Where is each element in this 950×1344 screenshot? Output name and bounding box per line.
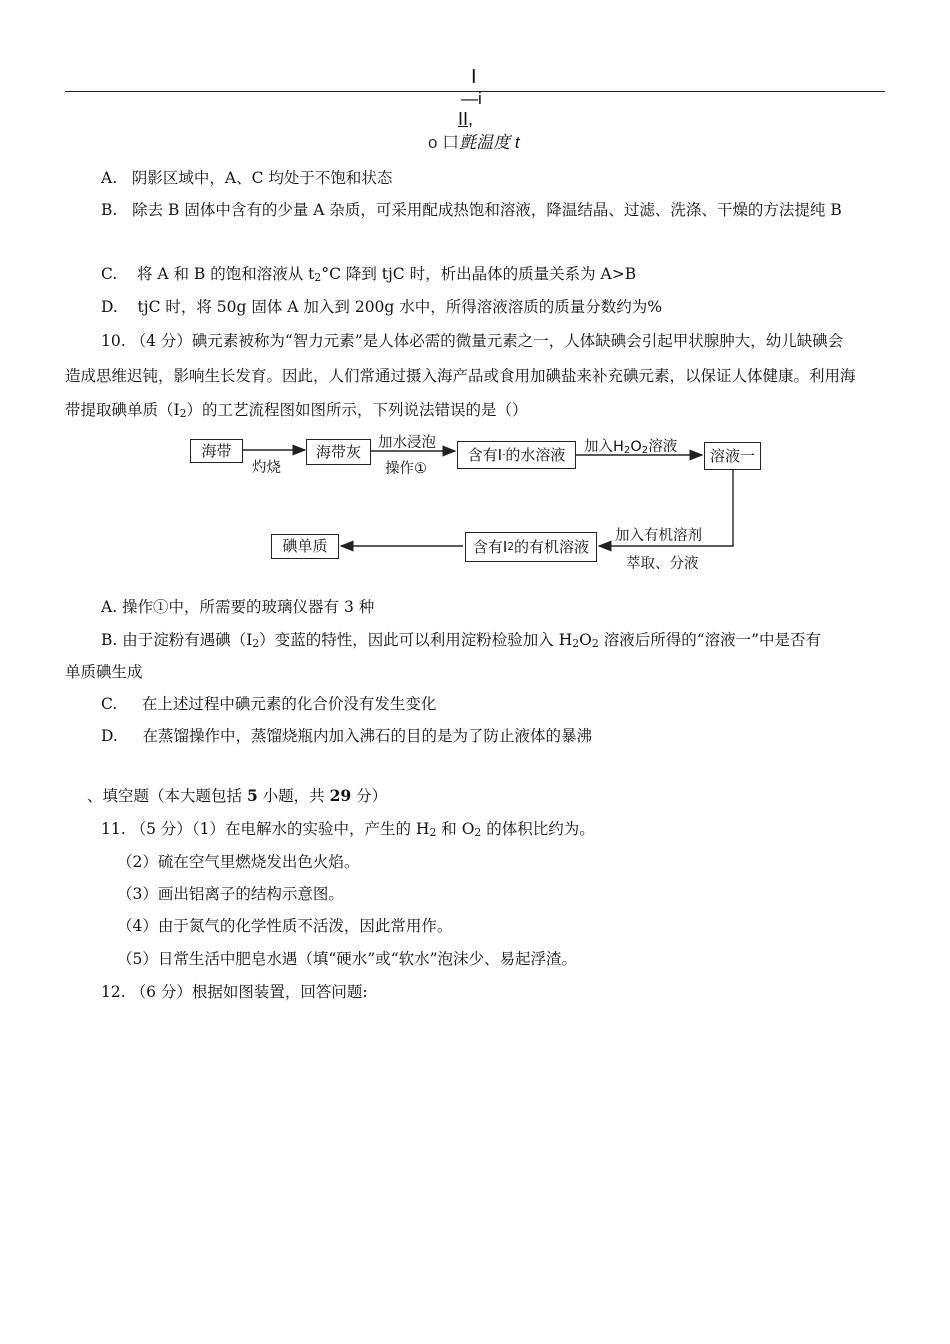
flow-label-cuiqu: 萃取、分液 <box>626 556 699 572</box>
flow-label-h2o2-b: O <box>630 439 642 455</box>
flow-box-shuirongye-b: 的水溶液 <box>505 445 566 464</box>
q11-part-4: （4）由于氮气的化学性质不活泼，因此常用作。 <box>117 917 453 935</box>
section-2-a: 、填空题（本大题包括 <box>87 787 247 805</box>
q9-option-a-text: 阴影区域中，A、C 均处于不饱和状态 <box>131 169 393 187</box>
flow-box-haidai: 海带 <box>190 439 243 463</box>
q10-option-b-s2: 2 <box>572 637 580 650</box>
figure-caption-prefix: o 口 <box>428 133 460 152</box>
q10-option-c-text: 在上述过程中碘元素的化合价没有发生变化 <box>141 695 437 713</box>
flow-label-h2o2 <box>584 435 677 456</box>
flow-box-shuirongye <box>457 441 576 469</box>
q10-stem-line-1: 10. （4 分）碘元素被称为“智力元素”是人体必需的微量元素之一，人体缺碘会引起甲状腺肿大，幼儿缺碘会 <box>101 332 844 350</box>
q10-option-b-s3: 2 <box>591 637 599 650</box>
flow-label-jiashui: 加水浸泡 <box>378 435 436 451</box>
figure-caption-text: 氈温度 <box>459 133 511 152</box>
q10-option-d-label: D. <box>101 727 118 745</box>
q10-stem-line-3-a: 带提取碘单质（I <box>65 401 180 419</box>
q9-option-d-label: D. <box>101 298 118 316</box>
flow-label-h2o2-s2: 2 <box>641 445 649 456</box>
q10-stem-line-3-b: ）的工艺流程图如图所示，下列说法错误的是（） <box>186 401 528 419</box>
q10-option-a: A. 操作①中，所需要的玻璃仪器有 3 种 <box>101 598 375 616</box>
q12-line-1: 12. （6 分）根据如图装置，回答问题: <box>101 983 368 1001</box>
q10-option-c <box>101 694 436 714</box>
q10-option-c-label: C. <box>101 695 118 713</box>
flow-box-youji: 含有I 2 的有机溶液 <box>465 532 597 562</box>
q10-option-b-line-1 <box>101 630 821 650</box>
figure-mark-tick: —i <box>461 89 482 108</box>
q10-option-b-line-2: 单质碘生成 <box>65 663 143 681</box>
section-2-b: 5 <box>246 786 258 805</box>
flow-box-youji-b: 的有机溶液 <box>514 537 590 556</box>
q10-option-d-text: 在蒸馏操作中，蒸馏烧瓶内加入沸石的目的是为了防止液体的暴沸 <box>142 727 592 745</box>
figure-mark-ii: II, <box>458 109 474 129</box>
flow-label-h2o2-a: 加入H <box>584 439 624 455</box>
figure-mark-i: I <box>471 66 477 88</box>
flow-diagram-arrows <box>0 0 950 600</box>
q9-option-c-label: C. <box>101 265 118 283</box>
q11-part-3: （3）画出铝离子的结构示意图。 <box>117 885 344 903</box>
q11-line-1-c: 的体积比约为。 <box>481 820 595 838</box>
q9-option-a-label: A. <box>101 169 118 187</box>
q10-option-b-sub: 2 <box>252 637 260 650</box>
section-2-c: 小题，共 <box>257 787 330 805</box>
q11-line-1-s2: 2 <box>474 826 482 839</box>
section-2-e: 分） <box>351 787 388 805</box>
flow-label-youji: 加入有机溶剂 <box>615 528 702 544</box>
flow-box-dandan: 碘单质 <box>271 534 339 559</box>
flow-box-haidaihui: 海带灰 <box>306 439 371 465</box>
q10-option-b-a: B. 由于淀粉有遇碘（I <box>101 631 253 649</box>
q10-stem-line-3-sub: 2 <box>179 407 187 420</box>
flow-label-h2o2-c: 溶液 <box>648 439 678 455</box>
flow-label-zhuoshao: 灼烧 <box>252 460 281 476</box>
flow-label-h2o2-s1: 2 <box>623 445 631 456</box>
flow-box-shuirongye-a: 含有I <box>467 445 503 464</box>
q9-option-d-text: tjC 时，将 50g 固体 A 加入到 200g 水中，所得溶液溶质的质量分数约为% <box>137 298 662 316</box>
q9-option-c-text-1: 将 A 和 B 的饱和溶液从 t <box>136 265 315 283</box>
flow-label-caozuo: 操作① <box>385 461 427 477</box>
q11-line-1 <box>101 819 595 839</box>
q9-option-c-text-2: °C 降到 tjC 时，析出晶体的质量关系为 A>B <box>321 265 637 283</box>
q11-part-2: （2）硫在空气里燃烧发出色火焰。 <box>117 853 360 871</box>
q9-option-c-sub: 2 <box>314 271 322 284</box>
q11-line-1-b: 和 O <box>436 820 475 838</box>
q11-line-1-a: 11. （5 分）（1）在电解水的实验中，产生的 H <box>101 820 430 838</box>
q10-option-b-c: O <box>579 631 592 649</box>
q9-option-b-label: B. <box>101 201 118 219</box>
q9-option-b-text: 除去 B 固体中含有的少量 A 杂质，可采用配成热饱和溶液，降温结晶、过滤、洗涤、干燥的方法提纯 B <box>132 201 842 219</box>
flow-box-rongye1: 溶液一 <box>704 442 761 470</box>
q10-option-b-d: 溶液后所得的“溶液一”中是否有 <box>598 631 822 649</box>
flow-box-shuirongye-sup: - <box>502 449 506 460</box>
figure-caption-var: t <box>514 133 520 152</box>
flow-box-youji-a: 含有I <box>472 537 508 556</box>
section-2-heading <box>87 786 387 806</box>
q11-line-1-s1: 2 <box>429 826 437 839</box>
q10-option-b-b: ）变蓝的特性，因此可以利用淀粉检验加入 H <box>259 631 573 649</box>
q10-stem-line-2: 造成思维迟钝，影响生长发育。因此，人们常通过摄入海产品或食用加碘盐来补充碘元素，以保证人体健康。利用海 <box>65 367 856 385</box>
q10-option-d <box>101 726 592 746</box>
section-2-d: 29 <box>329 786 352 805</box>
q11-part-5: （5）日常生活中肥皂水遇（填“硬水”或“软水”泡沫少、易起浮渣。 <box>117 950 578 968</box>
